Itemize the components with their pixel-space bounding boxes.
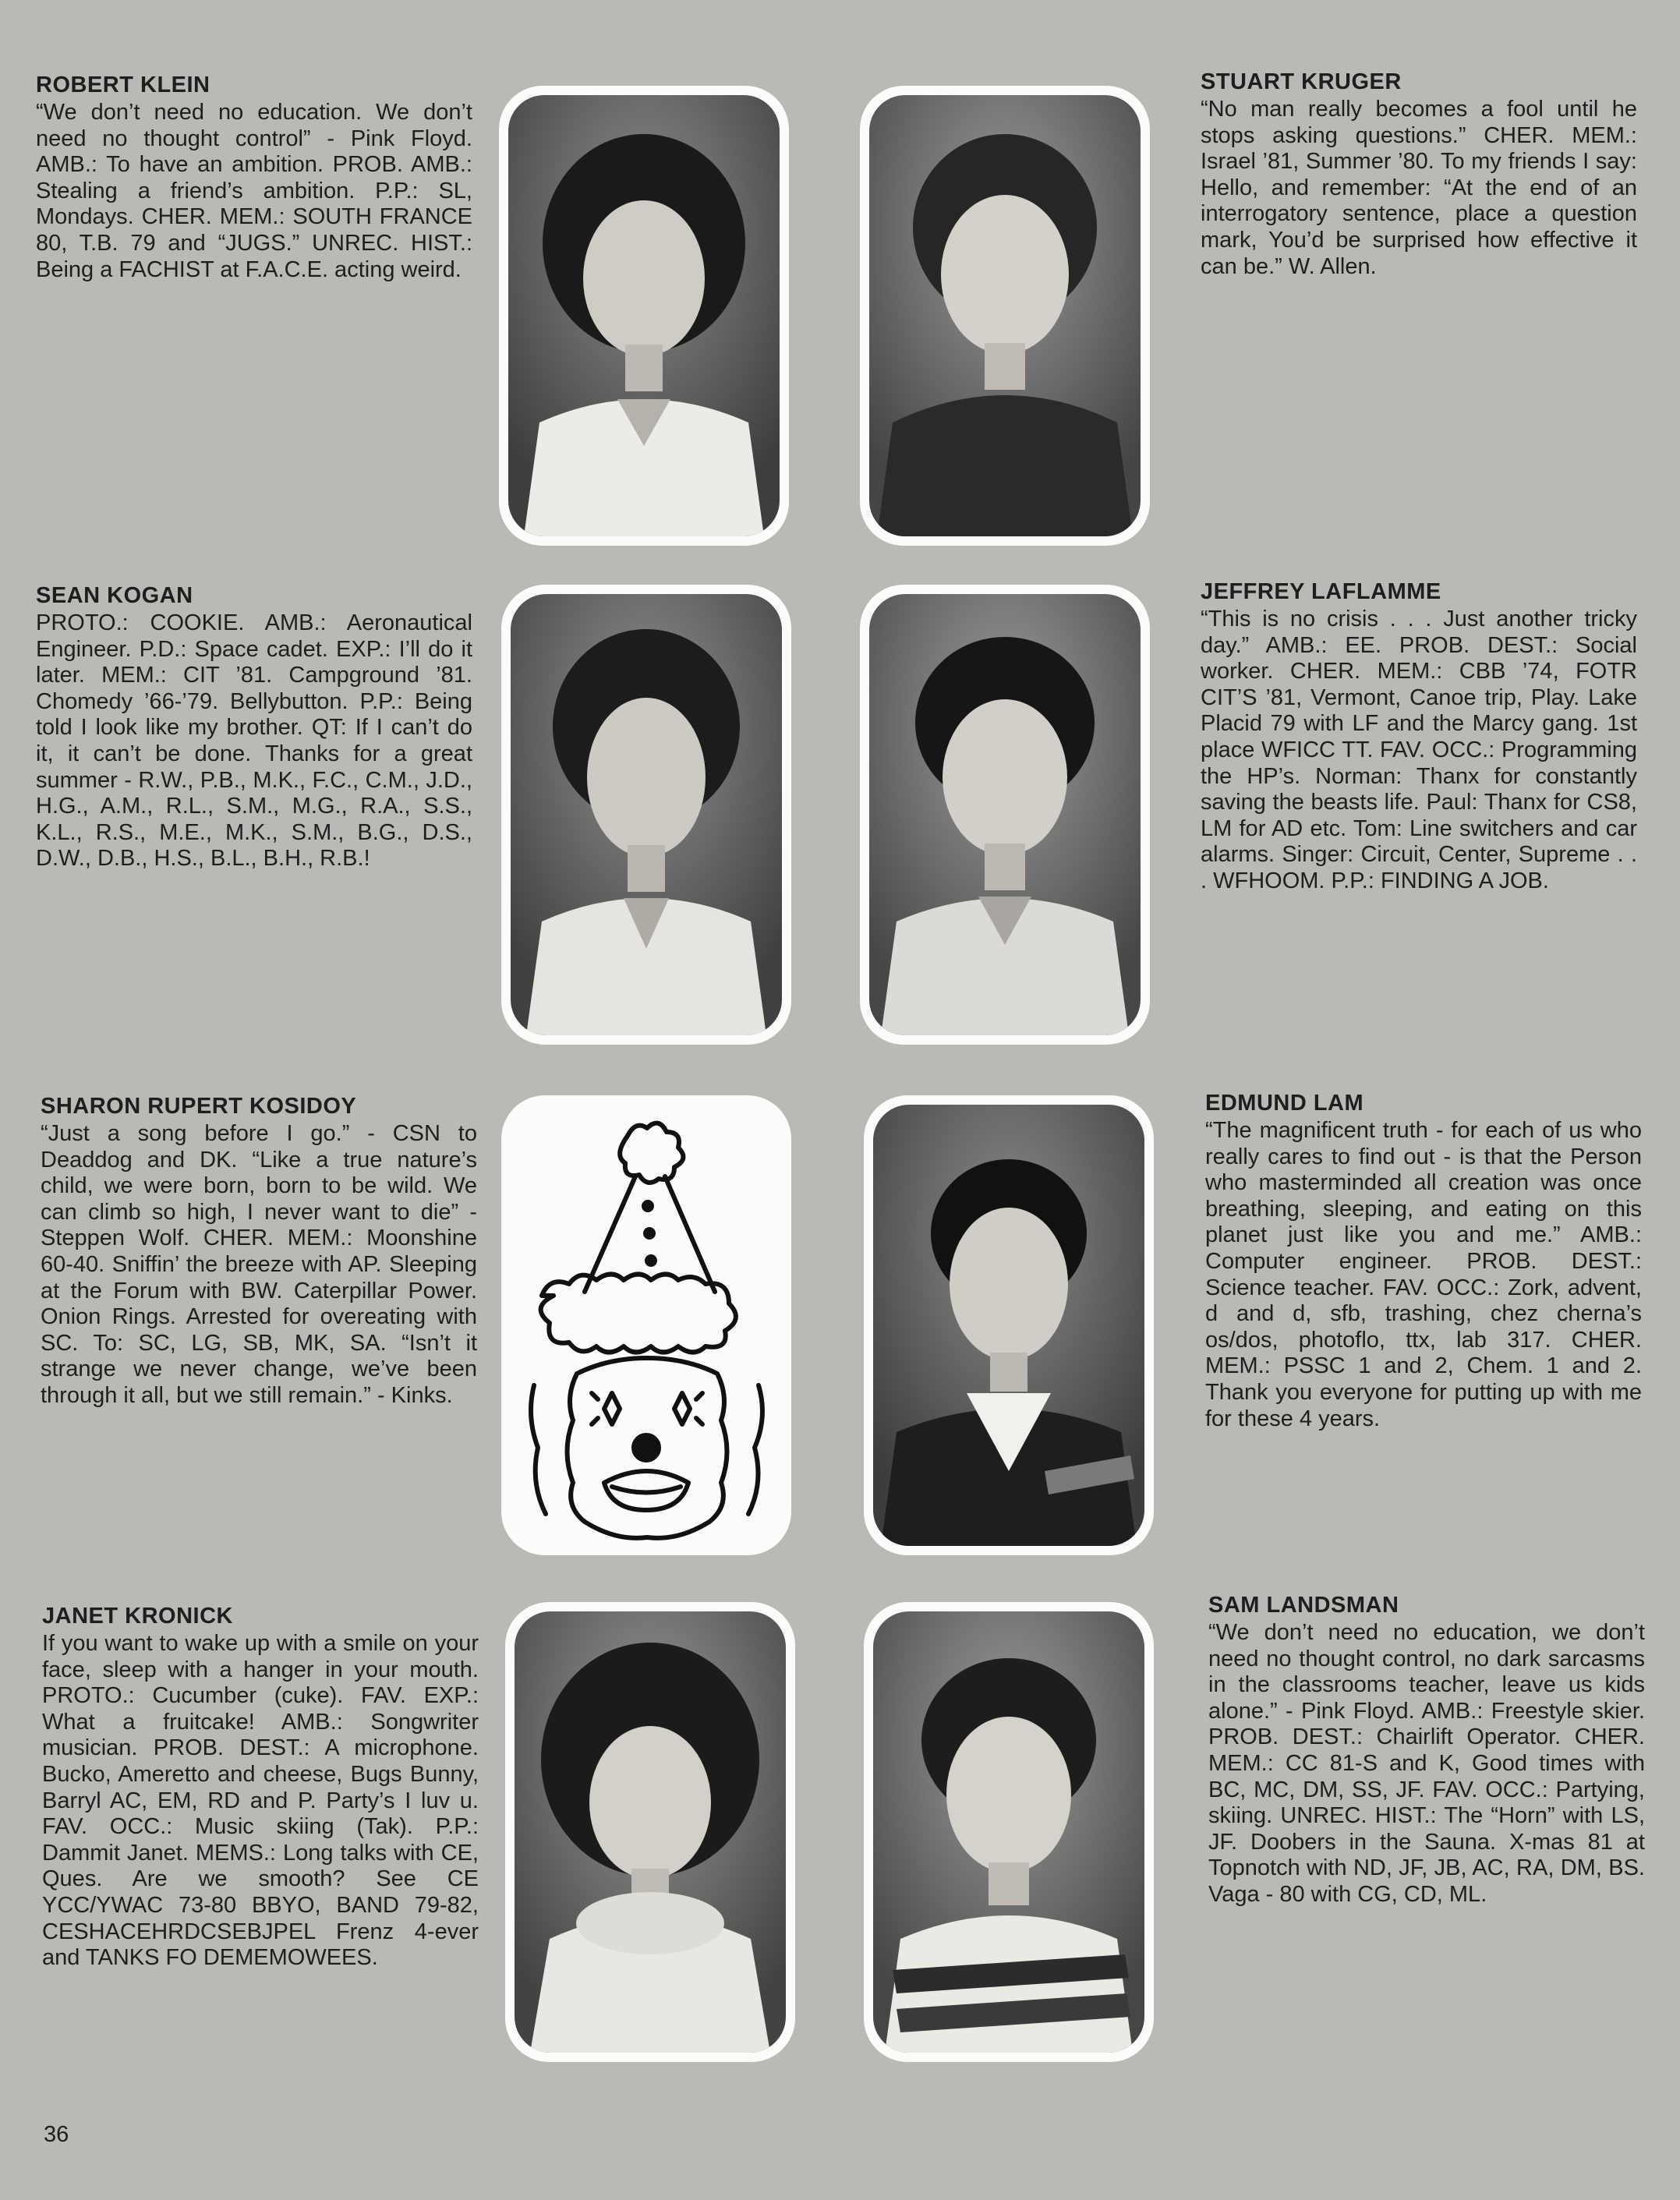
student-name: JANET KRONICK — [42, 1604, 233, 1629]
student-name: JEFFREY LAFLAMME — [1201, 579, 1441, 604]
bio-edmund-lam — [1205, 1090, 1642, 1432]
student-name: SHARON RUPERT KOSIDOY — [41, 1094, 357, 1119]
bio-robert-klein — [36, 72, 472, 283]
bio-sharon-kosidoy — [41, 1093, 477, 1409]
page-number: 36 — [44, 2122, 69, 2147]
bio-janet-kronick — [42, 1603, 479, 1972]
student-bio: “We don’t need no education, we don’t need no thought control, no dark sarcasms in the classrooms teacher, leave us kids alone.” - Pink Floyd. AMB.: Freestyle skier. PROB. DEST.: Chairlift Operator. CHER. MEM.: CC 81-S and K, Good times with BC, MC, DM, SS, JF. FAV. OCC.: Partying, skiing. UNREC. HIST.: The “Horn” with LS, JF. Doobers in the Sauna. X-mas 81 at Topnotch with ND, JF, JB, AC, RA, DM, BS. Vaga - 80 with CG, CD, ML. — [1208, 1620, 1645, 1907]
bio-stuart-kruger — [1201, 69, 1637, 280]
student-bio: If you want to wake up with a smile on your face, sleep with a hanger in your mouth. PROTO.: Cucumber (cuke). FAV. EXP.: What a fruitcake! AMB.: Songwriter musician. PROB. DEST.: A microphone. Bucko, Ameretto and cheese, Bugs Bunny, Barryl AC, EM, RD and P. Party’s I luv u. FAV. OCC.: Music skiing (Tak). P.P.: Dammit Janet. MEMS.: Long talks with CE, Ques. Are we smooth? See CE YCC/YWAC 73-80 BBYO, BAND 79-82, CESHACEHRDCSEBJPEL Frenz 4-ever and TANKS FO DEMEMOWEES. — [42, 1631, 479, 1971]
bio-sean-kogan — [36, 582, 472, 872]
student-bio: “Just a song before I go.” - CSN to Deaddog and DK. “Like a true nature’s child, we were born, born to be wild. We can climb so high, I never want to die” - Steppen Wolf. CHER. MEM.: Moonshine 60-40. Sniffin’ the breeze with AP. Sleeping at the Forum with BW. Caterpillar Power. Onion Rings. Arrested for overeating with SC. To: SC, LG, SB, MK, SA. “Isn’t it strange we never change, we’ve been through it all, but we still remain.” - Kinks. — [41, 1121, 477, 1408]
portrait-photo — [499, 86, 789, 546]
portrait-photo — [864, 1602, 1154, 2062]
student-bio: PROTO.: COOKIE. AMB.: Aeronautical Engineer. P.D.: Space cadet. EXP.: I’ll do it later. MEM.: CIT ’81. Campground ’81. Chomedy ’66-’79. Bellybutton. P.P.: Being told I look like my brother. QT: If I can’t do it, it can’t be done. Thanks for a great summer - R.W., P.B., M.K., F.C., C.M., J.D., H.G., A.M., R.L., S.M., M.G., R.A., S.S., K.L., R.S., M.E., M.K., S.M., B.G., D.S., D.W., D.B., H.S., B.L., B.H., R.B.! — [36, 610, 472, 872]
portrait-photo — [501, 585, 791, 1045]
student-name: SAM LANDSMAN — [1208, 1593, 1399, 1618]
bio-sam-landsman — [1208, 1592, 1645, 1908]
student-bio: “This is no crisis . . . Just another tricky day.” AMB.: EE. PROB. DEST.: Social worker. CHER. MEM.: CBB ’74, FOTR CIT’S ’81, Vermont, Canoe trip, Play. Lake Placid 79 with LF and the Marcy gang. 1st place WFICC TT. FAV. OCC.: Programming the HP’s. Norman: Thanx for constantly saving the beasts life. Paul: Thanx for CS8, LM for AD etc. Tom: Line switchers and car alarms. Singer: Circuit, Center, Supreme . . . WFHOOM. P.P.: FINDING A JOB. — [1201, 607, 1637, 893]
portrait-photo — [860, 86, 1150, 546]
bio-jeffrey-laflamme — [1201, 578, 1637, 895]
student-name: STUART KRUGER — [1201, 69, 1402, 94]
student-bio: “The magnificent truth - for each of us who really cares to find out - is that the Person who masterminded all creation was once breathing, sleeping, and eating on this planet just like you and me.” AMB.: Computer engineer. PROB. DEST.: Science teacher. FAV. OCC.: Zork, advent, d and d, sfb, trashing, chez cherna’s os/dos, photoflo, ttx, lab 317. CHER. MEM.: PSSC 1 and 2, Chem. 1 and 2. Thank you everyone for putting up with me for these 4 years. — [1205, 1118, 1642, 1431]
student-bio: “We don’t need no education. We don’t need no thought control” - Pink Floyd. AMB.: To have an ambition. PROB. AMB.: Stealing a friend’s ambition. P.P.: SL, Mondays. CHER. MEM.: SOUTH FRANCE 80, T.B. 79 and “JUGS.” UNREC. HIST.: Being a FACHIST at F.A.C.E. acting weird. — [36, 100, 472, 282]
portrait-photo — [860, 585, 1150, 1045]
portrait-photo — [505, 1602, 795, 2062]
student-name: EDMUND LAM — [1205, 1091, 1364, 1116]
student-bio: “No man really becomes a fool until he stops asking questions.” CHER. MEM.: Israel ’81, Summer ’80. To my friends I say: Hello, and remember: “At the end of an interrogatory sentence, place a question mark, You’d be surprised how effective it can be.” W. Allen. — [1201, 97, 1637, 279]
student-name: ROBERT KLEIN — [36, 73, 210, 97]
portrait-photo — [864, 1095, 1154, 1555]
cartoon-drawing — [501, 1095, 791, 1555]
student-name: SEAN KOGAN — [36, 583, 193, 608]
